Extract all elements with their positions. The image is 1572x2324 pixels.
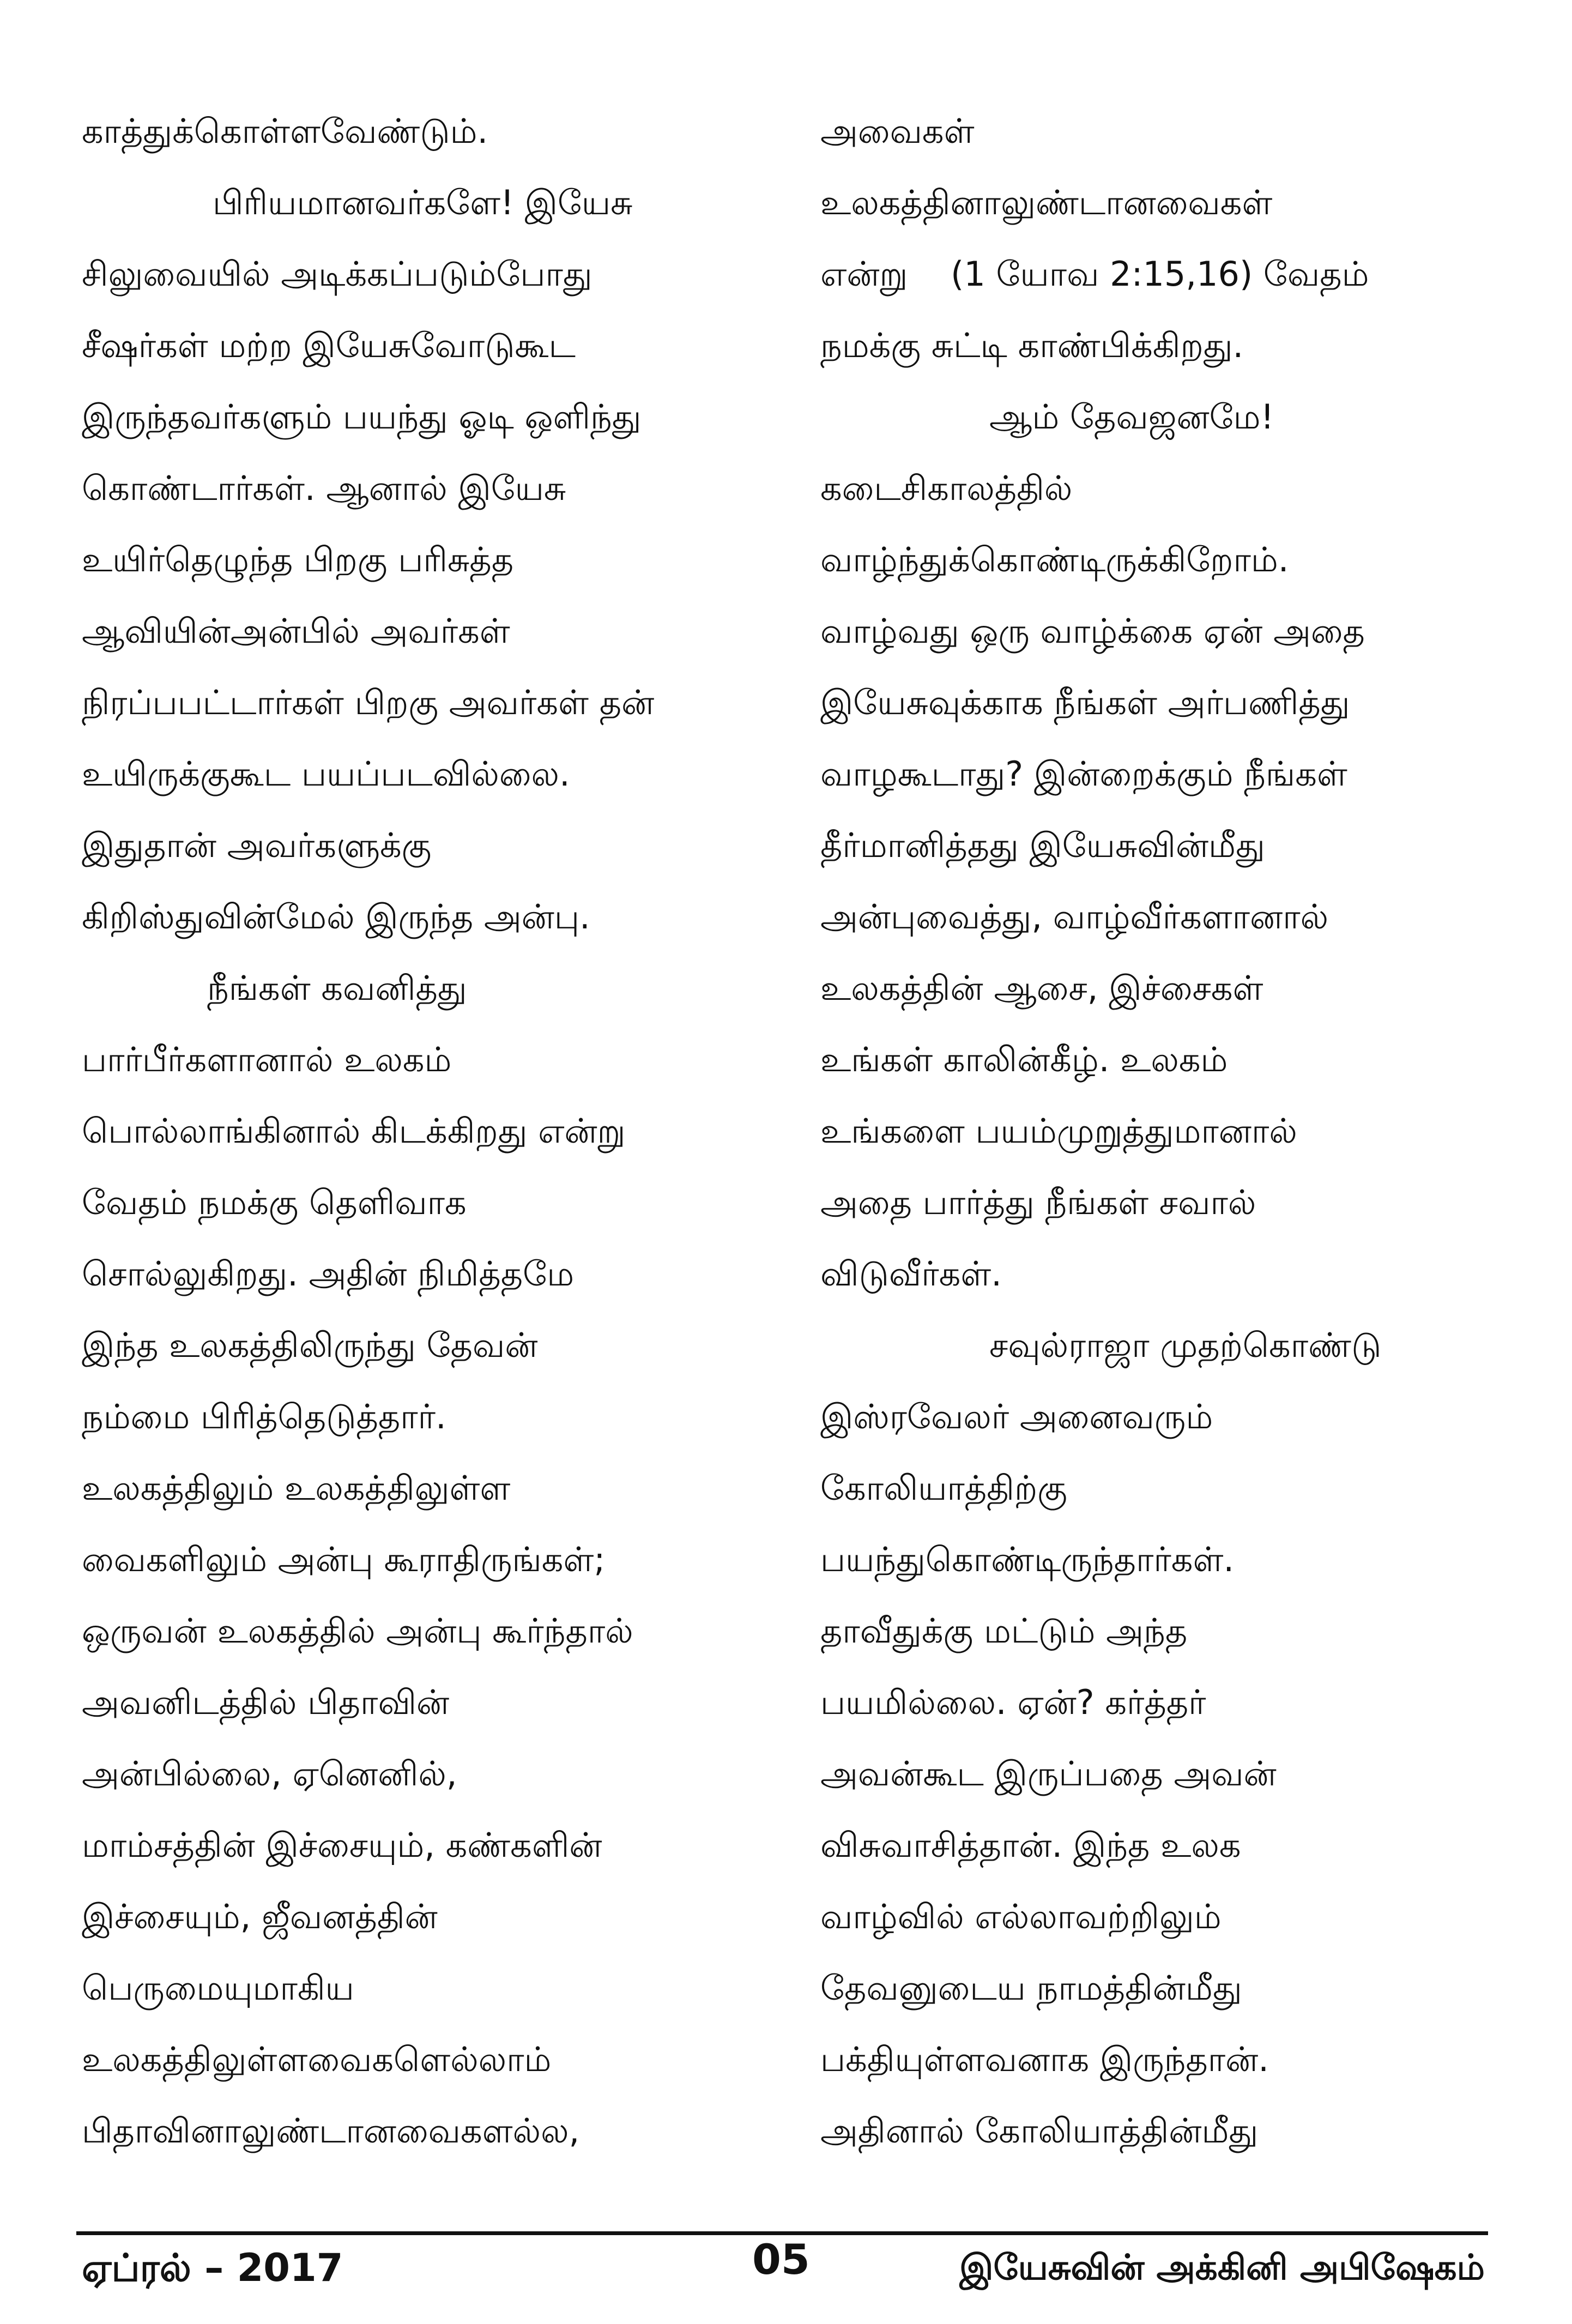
text-line: அவனிடத்தில் பிதாவின் xyxy=(82,1682,450,1722)
text-line: இந்த உலகத்திலிருந்து தேவன் xyxy=(82,1325,538,1365)
paragraph-start-line: ஆம் தேவஜனமே! xyxy=(989,397,1274,437)
text-line: வாழ்ந்துக்கொண்டிருக்கிறோம். xyxy=(820,540,1289,580)
text-line: கோலியாத்திற்கு xyxy=(820,1468,1067,1508)
text-line: வைகளிலும் அன்பு கூராதிருங்கள்; xyxy=(82,1540,606,1579)
issue-date: ஏப்ரல் – 2017 xyxy=(82,2245,343,2290)
text-line: வாழகூடாது? இன்றைக்கும் நீங்கள் xyxy=(820,754,1347,794)
text-line: அவன்கூட இருப்பதை அவன் xyxy=(820,1754,1277,1794)
left-column xyxy=(82,95,812,2166)
text-line: உயிருக்குகூட பயப்படவில்லை. xyxy=(82,754,570,794)
text-line: மாம்சத்தின் இச்சையும், கண்களின் xyxy=(82,1825,602,1865)
text-line: உலகத்தினாலுண்டானவைகள் xyxy=(820,183,1273,222)
text-line: இருந்தவர்களும் பயந்து ஓடி ஒளிந்து xyxy=(82,397,642,437)
text-line: இஸ்ரவேலர் அனைவரும் xyxy=(820,1397,1213,1436)
text-line: கடைசிகாலத்தில் xyxy=(820,468,1073,508)
text-line: தேவனுடைய நாமத்தின்மீது xyxy=(820,1968,1242,2008)
text-line: உலகத்திலும் உலகத்திலுள்ள xyxy=(82,1468,511,1508)
text-line: தாவீதுக்கு மட்டும் அந்த xyxy=(820,1611,1188,1651)
text-line: உங்கள் காலின்கீழ். உலகம் xyxy=(820,1040,1228,1079)
text-line: இயேசுவுக்காக நீங்கள் அர்பணித்து xyxy=(820,683,1350,722)
text-line: என்று (1 யோவ 2:15,16) வேதம் xyxy=(820,254,1369,294)
paragraph-start-line: பிரியமானவர்களே! இயேசு xyxy=(213,183,633,222)
text-line: அன்புவைத்து, வாழ்வீர்களானால் xyxy=(820,897,1329,937)
text-line: வேதம் நமக்கு தெளிவாக xyxy=(82,1182,467,1222)
text-line: சொல்லுகிறது. அதின் நிமித்தமே xyxy=(82,1254,575,1294)
text-line: காத்துக்கொள்ளவேண்டும். xyxy=(82,111,488,151)
paragraph-start-line: சவுல்ராஜா முதற்கொண்டு xyxy=(989,1325,1382,1365)
text-line: அதினால் கோலியாத்தின்மீது xyxy=(820,2111,1259,2151)
text-line: விசுவாசித்தான். இந்த உலக xyxy=(820,1825,1241,1865)
page-number: 05 xyxy=(752,2235,810,2284)
text-line: இதுதான் அவர்களுக்கு xyxy=(82,825,432,865)
text-line: பொல்லாங்கினால் கிடக்கிறது என்று xyxy=(82,1111,626,1151)
text-line: பிதாவினாலுண்டானவைகளல்ல, xyxy=(82,2111,580,2151)
text-line: உலகத்திலுள்ளவைகளெல்லாம் xyxy=(82,2039,552,2079)
text-line: ஆவியின்அன்பில் அவர்கள் xyxy=(82,611,510,651)
paragraph-start-line: நீங்கள் கவனித்து xyxy=(207,968,467,1008)
text-line: வாழ்வில் எல்லாவற்றிலும் xyxy=(820,1897,1222,1936)
text-line: பார்பீர்களானால் உலகம் xyxy=(82,1040,452,1079)
text-line: சிலுவையில் அடிக்கப்படும்போது xyxy=(82,254,592,294)
text-line: பக்தியுள்ளவனாக இருந்தான். xyxy=(820,2039,1269,2079)
text-line: நமக்கு சுட்டி காண்பிக்கிறது. xyxy=(820,325,1244,365)
text-line: பயந்துகொண்டிருந்தார்கள். xyxy=(820,1540,1235,1579)
text-line: சீஷர்கள் மற்ற இயேசுவோடுகூட xyxy=(82,325,576,365)
text-line: கிறிஸ்துவின்மேல் இருந்த அன்பு. xyxy=(82,897,590,937)
text-line: உயிர்தெழுந்த பிறகு பரிசுத்த xyxy=(82,540,514,580)
text-line: விடுவீர்கள். xyxy=(820,1254,1002,1294)
text-line: நம்மை பிரித்தெடுத்தார். xyxy=(82,1397,446,1436)
text-line: அவைகள் xyxy=(820,111,975,151)
text-line: நிரப்பபட்டார்கள் பிறகு அவர்கள் தன் xyxy=(82,683,655,722)
text-line: வாழ்வது ஒரு வாழ்க்கை ஏன் அதை xyxy=(820,611,1365,651)
text-line: உங்களை பயம்முறுத்துமானால் xyxy=(820,1111,1297,1151)
text-line: பயமில்லை. ஏன்? கர்த்தர் xyxy=(820,1682,1206,1722)
text-line: அதை பார்த்து நீங்கள் சவால் xyxy=(820,1182,1256,1222)
text-line: அன்பில்லை, ஏனெனில், xyxy=(82,1754,457,1794)
right-column xyxy=(820,95,1551,2166)
text-line: கொண்டார்கள். ஆனால் இயேசு xyxy=(82,468,566,508)
text-line: இச்சையும், ஜீவனத்தின் xyxy=(82,1897,438,1936)
text-line: ஒருவன் உலகத்தில் அன்பு கூர்ந்தால் xyxy=(82,1611,633,1651)
magazine-title: இயேசுவின் அக்கினி அபிஷேகம் xyxy=(959,2248,1485,2288)
text-line: பெருமையுமாகிய xyxy=(82,1968,354,2008)
text-line: உலகத்தின் ஆசை, இச்சைகள் xyxy=(820,968,1263,1008)
text-line: தீர்மானித்தது இயேசுவின்மீது xyxy=(820,825,1265,865)
